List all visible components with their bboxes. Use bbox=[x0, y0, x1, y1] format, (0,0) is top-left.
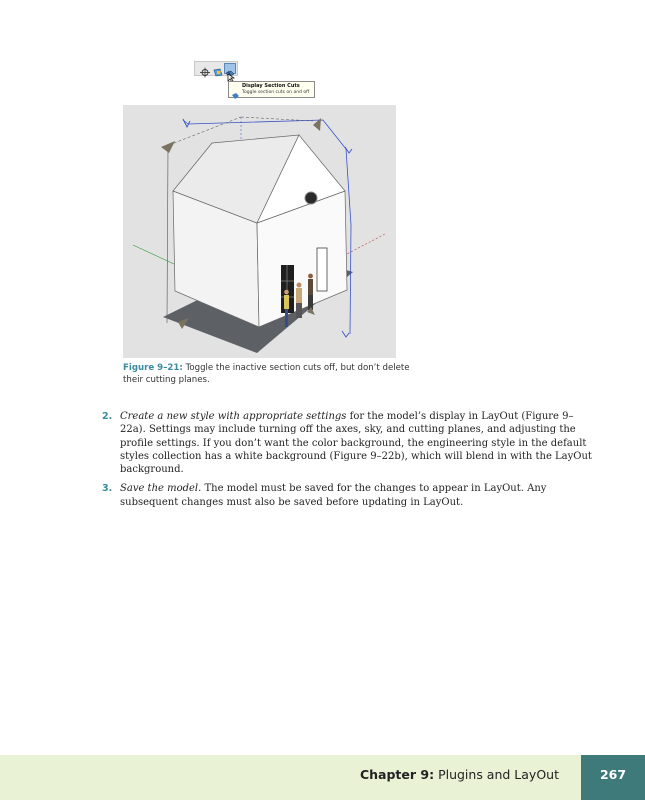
chapter-title: Plugins and LayOut bbox=[438, 767, 559, 782]
round-window bbox=[305, 192, 317, 204]
chapter-heading bbox=[360, 767, 559, 782]
figure-caption-text: Toggle the inactive section cuts off, but don’t delete their cutting planes. bbox=[123, 363, 410, 385]
list-item-lead: Create a new style with appropriate settings bbox=[120, 411, 347, 422]
list-item-text: The model must be saved for the changes to appear in LayOut. Any subsequent changes must also be saved before updating in LayOut. bbox=[120, 483, 547, 508]
section-plane-icon[interactable] bbox=[199, 63, 211, 74]
tooltip-title: Display Section Cuts bbox=[242, 83, 300, 89]
figure-label: Figure 9–21: bbox=[123, 363, 183, 373]
figure-caption bbox=[123, 362, 423, 386]
display-section-planes-icon[interactable] bbox=[212, 63, 224, 74]
side-door bbox=[317, 248, 327, 291]
list-item-number: 2. bbox=[102, 411, 113, 422]
tooltip-description: Toggle section cuts on and off bbox=[242, 90, 310, 95]
page-number-box bbox=[581, 755, 645, 800]
tooltip bbox=[228, 81, 315, 98]
list-item bbox=[102, 410, 592, 476]
list-item bbox=[102, 482, 592, 509]
list-item-lead: Save the model. bbox=[120, 483, 202, 495]
chapter-label: Chapter 9: bbox=[359, 767, 435, 782]
page-footer bbox=[0, 755, 645, 800]
list-item-text: for the model’s display in LayOut (Figure 9–22a). Settings may include turning off the axes, sky, and cutting planes, and adjusting the profile settings. If you don’t want the color background, the engineering style in the default styles collection has a white background (Figure 9–22b), which will blend in with the LayOut background. bbox=[120, 411, 592, 476]
display-section-cuts-icon bbox=[232, 85, 239, 92]
figure-image bbox=[123, 105, 396, 358]
page-number: 267 bbox=[599, 767, 627, 782]
numbered-list bbox=[102, 410, 592, 515]
list-item-number: 3. bbox=[102, 483, 113, 495]
